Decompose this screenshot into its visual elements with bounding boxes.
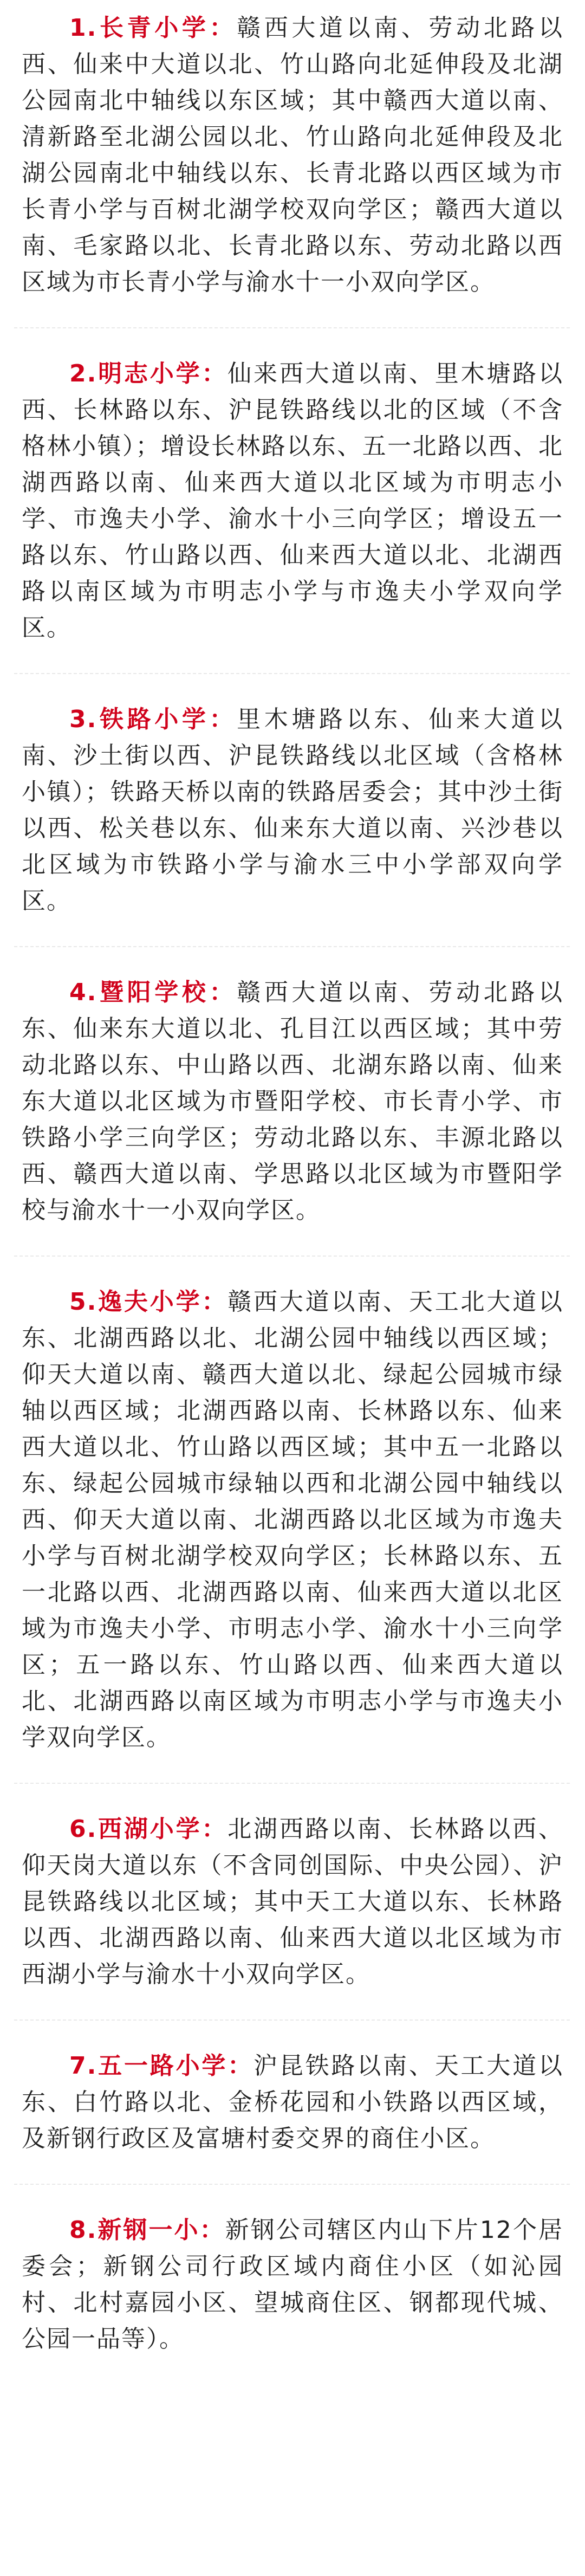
dashed-divider [14, 1255, 571, 1257]
school-district-text: 里木塘路以东、仙来大道以南、沙土街以西、沪昆铁路线以北区域（含格林小镇）；铁路天桥以南的铁路居委会；其中沙土街以西、松关巷以东、仙来东大道以南、兴沙巷以北区域为市铁路小学与渝水三中小学部双向学区。 [22, 706, 563, 915]
school-item-mingzhi [22, 355, 563, 646]
school-name-label: 5.逸夫小学： [69, 1288, 228, 1316]
school-item-xingang-yixiao [22, 2212, 563, 2357]
school-name-label: 6.西湖小学： [69, 1815, 228, 1843]
school-district-text: 北湖西路以南、长林路以西、仰天岗大道以东（不含同创国际、中央公园）、沪昆铁路线以北区域；其中天工大道以东、长林路以西、北湖西路以南、仙来西大道以北区域为市西湖小学与渝水十小双向学区。 [22, 1815, 563, 1988]
school-name-label: 2.明志小学： [69, 360, 228, 387]
school-district-text: 沪昆铁路以南、天工大道以东、白竹路以北、金桥花园和小铁路以西区域，及新钢行政区及富塘村委交界的商住小区。 [22, 2052, 563, 2152]
school-paragraph [22, 1284, 563, 1756]
school-district-text: 仙来西大道以南、里木塘路以西、长林路以东、沪昆铁路线以北的区域（不含格林小镇）；增设长林路以东、五一北路以西、北湖西路以南、仙来西大道以北区域为市明志小学、市逸夫小学、渝水十小三向学区；增设五一路以东、竹山路以西、仙来西大道以北、北湖西路以南区域为市明志小学与市逸夫小学双向学区。 [22, 360, 563, 642]
school-item-yifu [22, 1284, 563, 1756]
school-paragraph [22, 355, 563, 646]
school-item-jiyang [22, 974, 563, 1228]
dashed-divider [14, 946, 571, 947]
school-district-text: 赣西大道以南、天工北大道以东、北湖西路以北、北湖公园中轴线以西区域；仰天大道以南、赣西大道以北、绿起公园城市绿轴以西区域；北湖西路以南、长林路以东、仙来西大道以北、竹山路以西区域；其中五一北路以东、绿起公园城市绿轴以西和北湖公园中轴线以西、仰天大道以南、北湖西路以北区域为市逸夫小学与百树北湖学校双向学区；长林路以东、五一北路以西、北湖西路以南、仙来西大道以北区域为市逸夫小学、市明志小学、渝水十小三向学区；五一路以东、竹山路以西、仙来西大道以北、北湖西路以南区域为市明志小学与市逸夫小学双向学区。 [22, 1288, 563, 1751]
school-name-label: 4.暨阳学校： [69, 979, 237, 1006]
school-district-text: 赣西大道以南、劳动北路以西、仙来中大道以北、竹山路向北延伸段及北湖公园南北中轴线以东区域；其中赣西大道以南、清新路至北湖公园以北、竹山路向北延伸段及北湖公园南北中轴线以东、长青北路以西区域为市长青小学与百树北湖学校双向学区；赣西大道以南、毛家路以北、长青北路以东、劳动北路以西区域为市长青小学与渝水十一小双向学区。 [22, 14, 563, 296]
school-name-label: 1.长青小学： [69, 14, 237, 42]
dashed-divider [14, 2020, 571, 2021]
school-item-wuyilu [22, 2048, 563, 2157]
school-paragraph [22, 974, 563, 1228]
school-item-changqing [22, 10, 563, 300]
school-paragraph [22, 10, 563, 300]
school-paragraph [22, 1811, 563, 1992]
school-name-label: 7.五一路小学： [69, 2052, 254, 2080]
school-item-xihu [22, 1811, 563, 1992]
school-name-label: 8.新钢一小： [69, 2216, 225, 2244]
school-district-text: 赣西大道以南、劳动北路以东、仙来东大道以北、孔目江以西区域；其中劳动北路以东、中山路以西、北湖东路以南、仙来东大道以北区域为市暨阳学校、市长青小学、市铁路小学三向学区；劳动北路以东、丰源北路以西、赣西大道以南、学思路以北区域为市暨阳学校与渝水十一小双向学区。 [22, 979, 563, 1224]
school-item-tielu [22, 701, 563, 919]
school-district-text: 新钢公司辖区内山下片12个居委会；新钢公司行政区域内商住小区（如沁园村、北村嘉园小区、望城商住区、钢都现代城、公园一品等）。 [22, 2216, 563, 2353]
school-name-label: 3.铁路小学： [69, 706, 237, 733]
dashed-divider [14, 673, 571, 674]
school-paragraph [22, 2048, 563, 2157]
dashed-divider [14, 2184, 571, 2185]
school-paragraph [22, 701, 563, 919]
dashed-divider [14, 1783, 571, 1784]
school-paragraph [22, 2212, 563, 2357]
dashed-divider [14, 327, 571, 328]
